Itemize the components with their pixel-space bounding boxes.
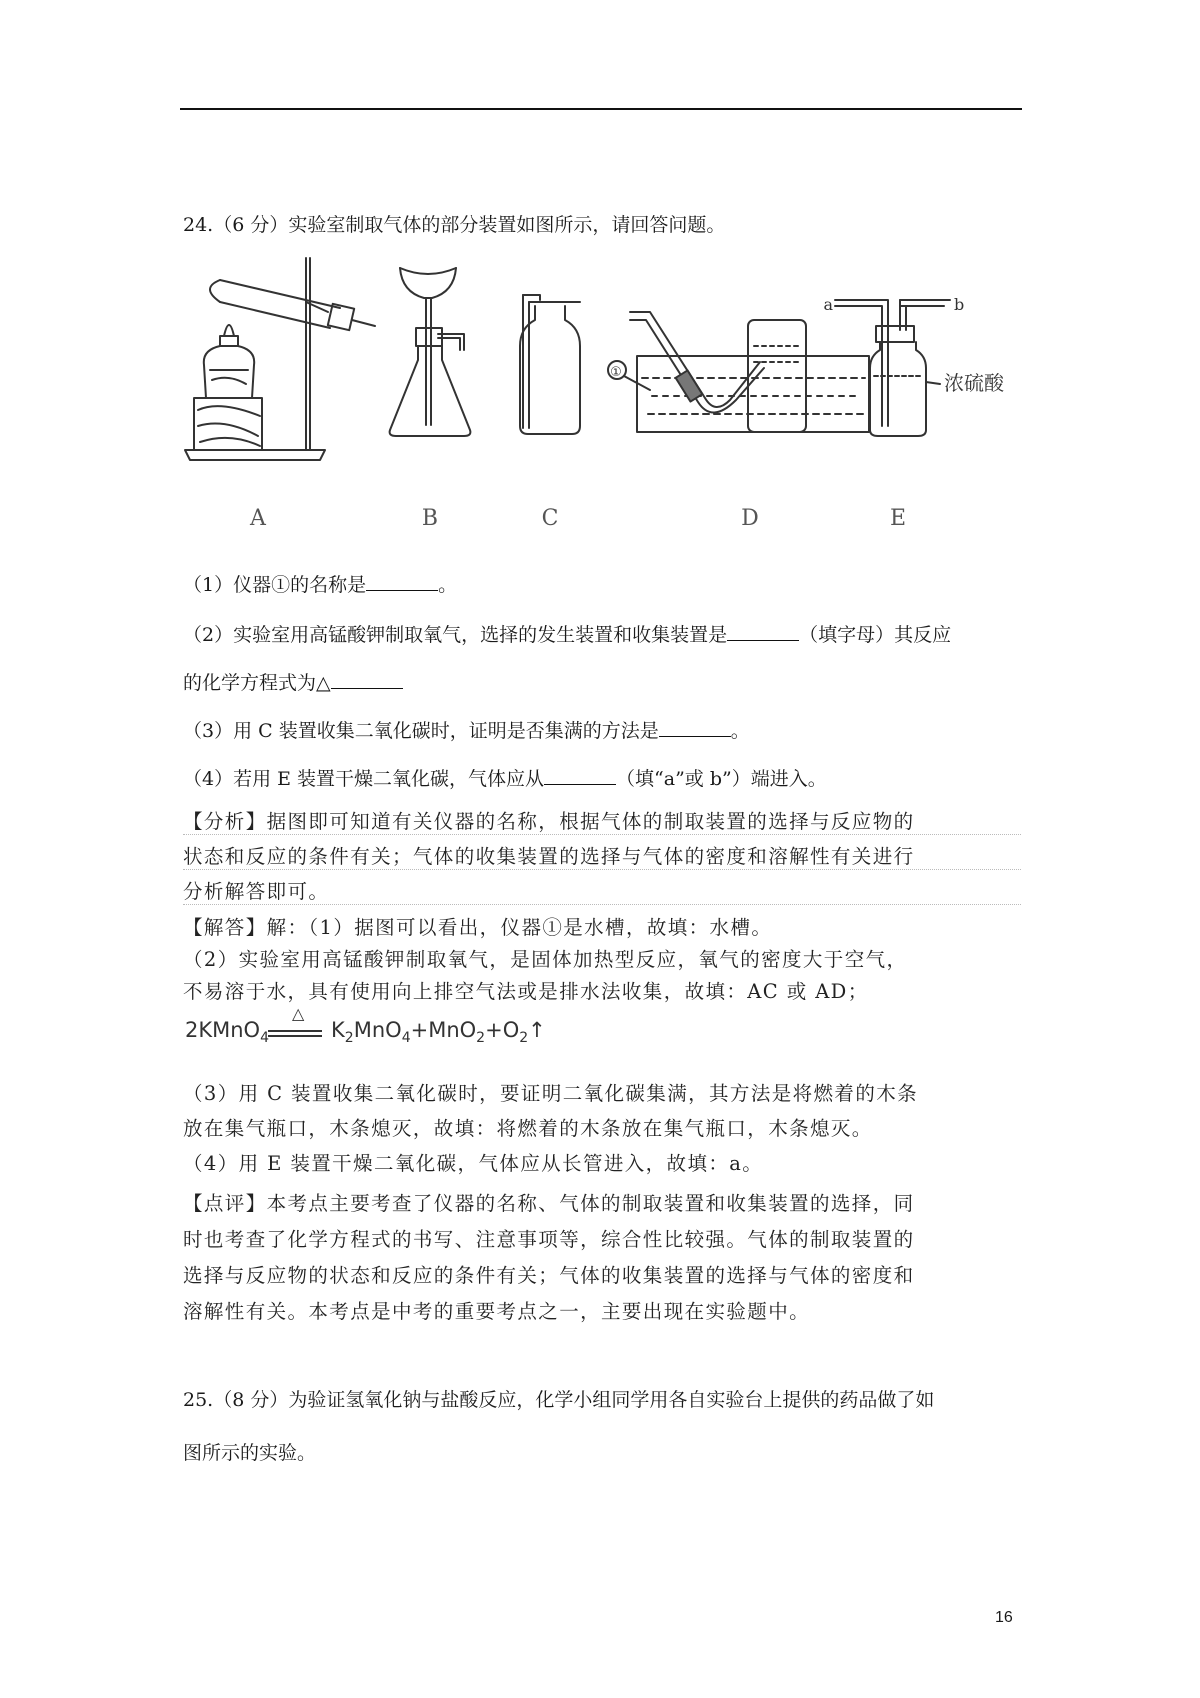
dotted-divider bbox=[183, 869, 1021, 870]
header-rule bbox=[180, 108, 1022, 110]
apparatus-e bbox=[835, 300, 950, 436]
apparatus-a bbox=[185, 258, 375, 460]
solution-line: （2）实验室用高锰酸钾制取氧气，是固体加热型反应，氧气的密度大于空气， bbox=[183, 948, 908, 971]
page-number: 16 bbox=[995, 1609, 1013, 1626]
answer-blank bbox=[331, 670, 403, 689]
q24-title: 24.（6 分）实验室制取气体的部分装置如图所示，请回答问题。 bbox=[183, 214, 726, 236]
apparatus-figure bbox=[180, 250, 1040, 540]
q24-sub3: （3）用 C 装置收集二氧化碳时，证明是否集满的方法是 。 bbox=[183, 720, 750, 742]
label-c: C bbox=[541, 506, 559, 531]
answer-blank bbox=[366, 572, 438, 591]
comment-line: 溶解性有关。本考点是中考的重要考点之一，主要出现在实验题中。 bbox=[183, 1300, 811, 1323]
port-a-label: a bbox=[823, 295, 833, 314]
label-a: A bbox=[250, 506, 266, 531]
solution-line: （4）用 E 装置干燥二氧化碳，气体应从长管进入，故填：a。 bbox=[183, 1152, 764, 1175]
answer-blank bbox=[544, 766, 616, 785]
comment-line: 【点评】本考点主要考查了仪器的名称、气体的制取装置和收集装置的选择，同 bbox=[183, 1192, 915, 1215]
solution-line: 不易溶于水，具有使用向上排空气法或是排水法收集，故填：AC 或 AD； bbox=[183, 980, 869, 1003]
reaction-condition: △ bbox=[292, 1004, 305, 1023]
chemical-equation: 2KMnO$_4$ $K_2MnO_4+MnO_2+O_2↑$ bbox=[185, 1018, 546, 1047]
comment-line: 时也考查了化学方程式的书写、注意事项等，综合性比较强。气体的制取装置的 bbox=[183, 1228, 915, 1251]
q24-sub1: （1）仪器①的名称是 。 bbox=[183, 574, 458, 596]
solution-line: 【解答】解：（1）据图可以看出，仪器①是水槽，故填：水槽。 bbox=[183, 916, 773, 939]
solution-line: （3）用 C 装置收集二氧化碳时，要证明二氧化碳集满，其方法是将燃着的木条 bbox=[183, 1082, 919, 1105]
q24-sub4: （4）若用 E 装置干燥二氧化碳，气体应从 （填“a”或 b”）端进入。 bbox=[183, 768, 827, 790]
solution-line: 放在集气瓶口，木条熄灭，故填：将燃着的木条放在集气瓶口，木条熄灭。 bbox=[183, 1117, 873, 1140]
q24-sub2b: 的化学方程式为△ bbox=[183, 668, 403, 695]
dotted-divider bbox=[183, 904, 1021, 905]
analysis-line: 分析解答即可。 bbox=[183, 880, 330, 903]
dotted-divider bbox=[183, 834, 1021, 835]
answer-blank bbox=[659, 718, 731, 737]
label-b: B bbox=[421, 506, 439, 531]
apparatus-d bbox=[608, 312, 869, 432]
q24-sub2: （2）实验室用高锰酸钾制取氧气，选择的发生装置和收集装置是 （填字母）其反应 bbox=[183, 624, 952, 646]
comment-line: 选择与反应物的状态和反应的条件有关；气体的收集装置的选择与气体的密度和 bbox=[183, 1264, 915, 1287]
e-liquid-label: 浓硫酸 bbox=[944, 371, 1004, 395]
apparatus-b bbox=[390, 268, 471, 436]
label-e: E bbox=[889, 506, 907, 531]
label-d: D bbox=[741, 506, 759, 531]
answer-blank bbox=[727, 622, 799, 641]
d-marker: ① bbox=[610, 365, 622, 380]
q25-line: 25.（8 分）为验证氢氧化钠与盐酸反应，化学小组同学用各自实验台上提供的药品做了如 bbox=[183, 1389, 935, 1411]
analysis-line: 状态和反应的条件有关；气体的收集装置的选择与气体的密度和溶解性有关进行 bbox=[183, 845, 915, 868]
analysis-line: 【分析】据图即可知道有关仪器的名称，根据气体的制取装置的选择与反应物的 bbox=[183, 810, 915, 833]
apparatus-c bbox=[520, 295, 580, 434]
port-b-label: b bbox=[954, 295, 965, 314]
q25-line: 图所示的实验。 bbox=[183, 1442, 317, 1464]
